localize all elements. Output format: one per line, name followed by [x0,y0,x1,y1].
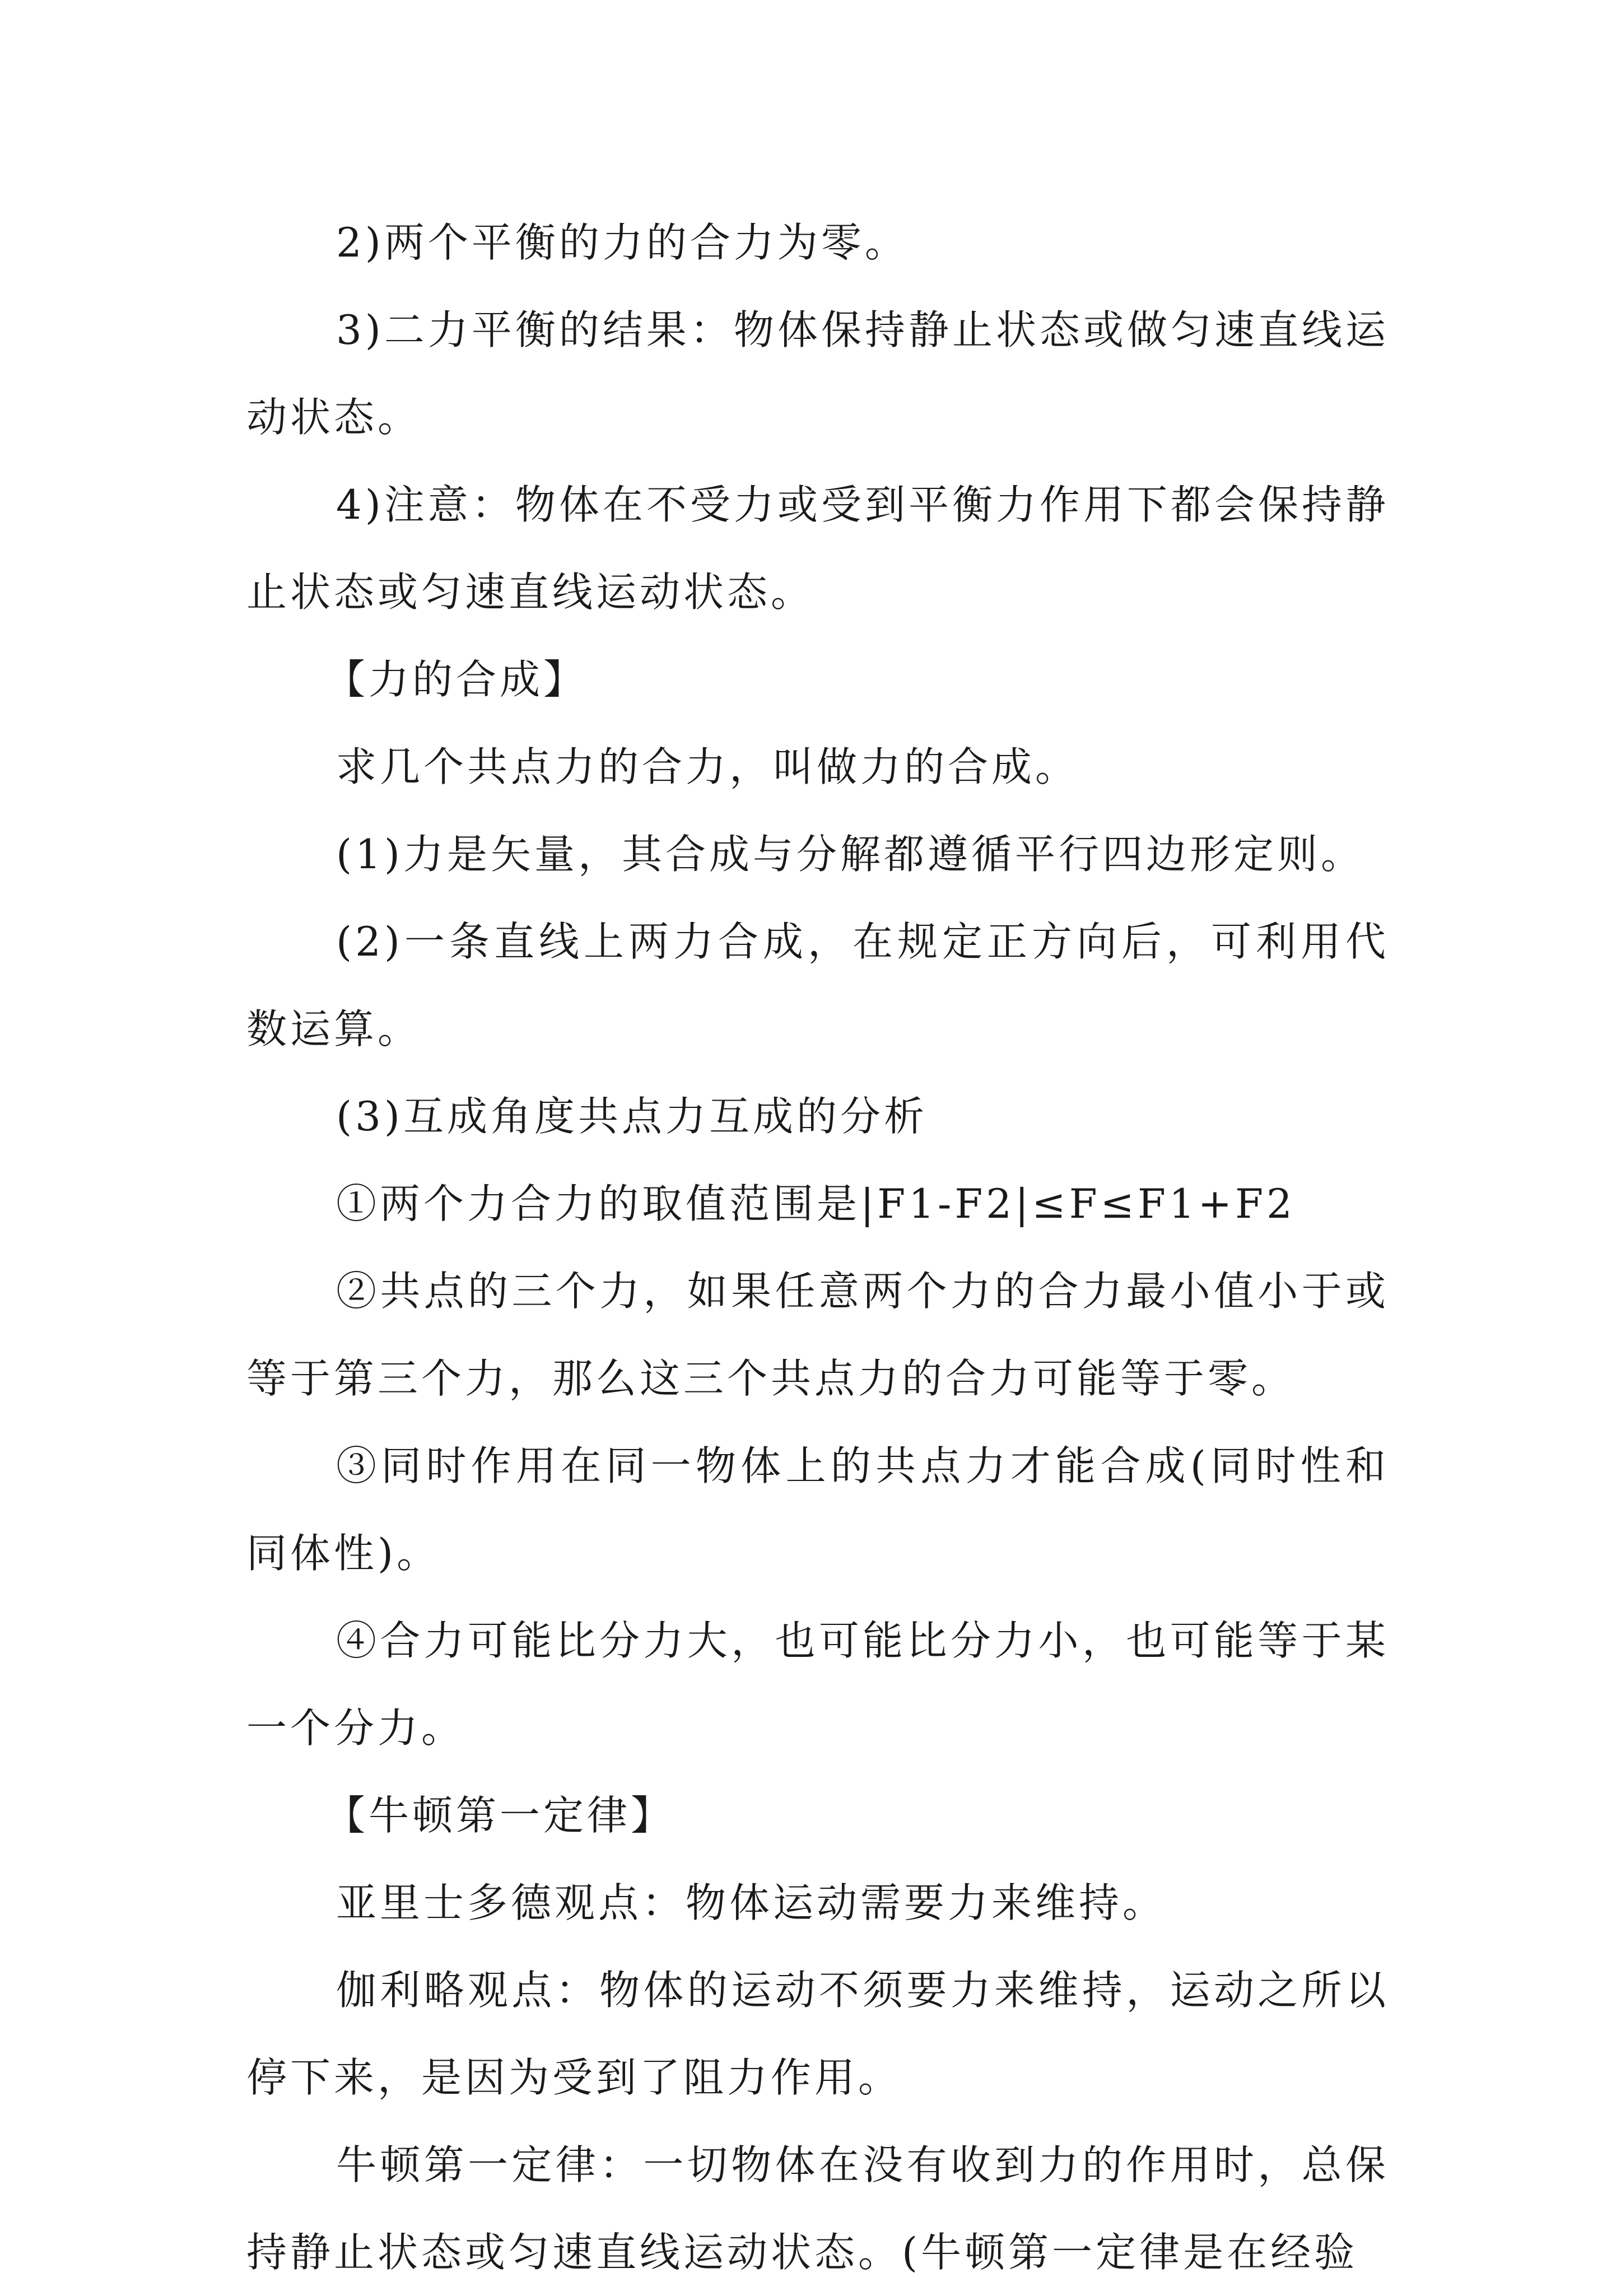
para-note: 4)注意：物体在不受力或受到平衡力作用下都会保持静止状态或匀速直线运动状态。 [246,481,1389,616]
para-vector-rule: (1)力是矢量，其合成与分解都遵循平行四边形定则。 [336,831,1364,878]
para-two-force-result: 3)二力平衡的结果：物体保持静止状态或做匀速直线运动状态。 [246,306,1389,441]
para-resultant-size: ④合力可能比分力大，也可能比分力小，也可能等于某一个分力。 [246,1617,1389,1752]
para-aristotle: 亚里士多德观点：物体运动需要力来维持。 [336,1879,1167,1926]
para-line-composition: (2)一条直线上两力合成，在规定正方向后，可利用代数运算。 [246,918,1389,1052]
document-body [246,199,1389,2296]
para-range: ①两个力合力的取值范围是|F1-F2|≤F≤F1+F2 [336,1180,1296,1227]
heading-force-composition: 【力的合成】 [325,656,588,703]
para-galileo: 伽利略观点：物体的运动不须要力来维持，运动之所以停下来，是因为受到了阻力作用。 [246,1967,1389,2101]
para-composition-definition: 求几个共点力的合力，叫做力的合成。 [336,743,1079,790]
para-three-forces: ②共点的三个力，如果任意两个力的合力最小值小于或等于第三个力，那么这三个共点力的合力可能等于零。 [246,1268,1389,1402]
para-balanced-force-zero: 2)两个平衡的力的合力为零。 [336,219,909,266]
para-newton-law: 牛顿第一定律：一切物体在没有收到力的作用时，总保持静止状态或匀速直线运动状态。(牛顿第一定律是在经验 [246,2141,1389,2276]
para-angle-analysis: (3)互成角度共点力互成的分析 [336,1093,928,1140]
heading-newton-first-law: 【牛顿第一定律】 [325,1792,675,1839]
para-simultaneity: ③同时作用在同一物体上的共点力才能合成(同时性和同体性)。 [246,1442,1389,1577]
